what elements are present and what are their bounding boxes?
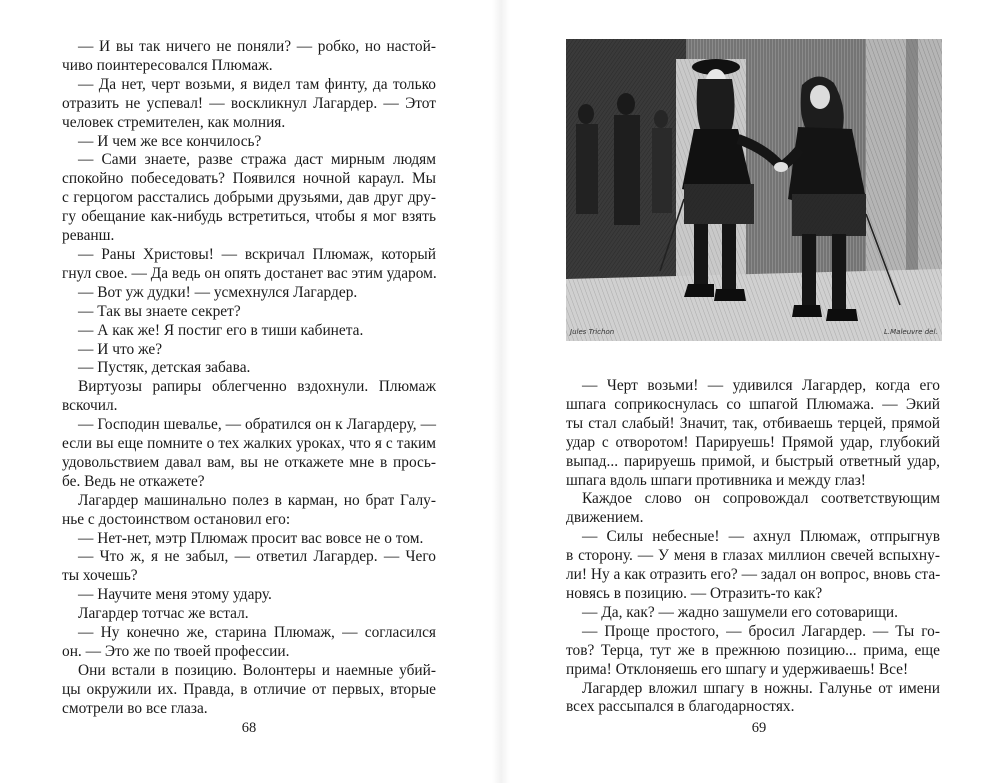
- text-line: всех рассыпался в благодарностях.: [566, 698, 795, 716]
- text-line: — Да, как? — жадно зашумели его сотоварищи.: [582, 603, 899, 621]
- text-line: выпад... парируешь примой, и быстрый ответный удар,: [566, 452, 940, 470]
- text-line: — Раны Христовы! — вскричал Плюмаж, который: [78, 245, 436, 263]
- text-line: Лагардер вложил шпагу в ножны. Галунье от имени: [582, 679, 940, 697]
- engraving-illustration: [566, 39, 942, 341]
- text-line: — И что же?: [78, 340, 163, 358]
- text-line: — А как же! Я постиг его в тиши кабинета.: [78, 321, 364, 339]
- text-line: Лагардер машинально полез в карман, но брат Галу-: [78, 491, 436, 509]
- text-line: — Что ж, я не забыл, — ответил Лагардер. — Чего: [78, 548, 436, 566]
- text-line: ты хочешь?: [62, 567, 138, 585]
- text-line: нье с достоинством остановил его:: [62, 510, 291, 528]
- text-line: гнул свое. — Да ведь он опять достанет вас этим ударом.: [62, 264, 437, 282]
- text-line: Лагардер тотчас же встал.: [78, 605, 249, 623]
- text-line: — И вы так ничего не поняли? — робко, но настой-: [78, 38, 436, 55]
- text-line: в сторону. — У меня в глазах миллион свечей вспыхну-: [566, 547, 940, 565]
- text-line: Виртуозы рапиры облегченно вздохнули. Плюмаж: [78, 378, 436, 396]
- text-line: ты стал слабый! Значит, так, отбиваешь терцей, прямой: [566, 414, 940, 432]
- text-line: вскочил.: [62, 397, 118, 415]
- text-line: — Нет-нет, мэтр Плюмаж просит вас вовсе не о том.: [78, 529, 424, 547]
- text-line: смотрели во все глаза.: [62, 699, 208, 717]
- text-line: удар с отворотом! Парируешь! Прямой удар, глубокий: [566, 433, 940, 451]
- text-line: — Сами знаете, разве стража даст мирным людям: [78, 151, 436, 169]
- text-line: ли! Ну а как отразить его? — задал он вопрос, вновь ста-: [566, 566, 941, 584]
- text-line: реванш.: [62, 227, 115, 245]
- text-line: он. — Это же по твоей профессии.: [62, 643, 290, 660]
- duel-handshake-engraving: [566, 39, 942, 341]
- left-page-text: [62, 38, 436, 719]
- text-line: — Да нет, черт возьми, я видел там финту, да только: [78, 75, 436, 93]
- text-line: — Научите меня этому удару.: [78, 586, 272, 604]
- text-line: новясь в позицию. — Отразить-то как?: [566, 584, 823, 602]
- text-line: спокойно побеседовать? Появился ночной караул. Мы: [62, 170, 436, 188]
- text-line: — Ну конечно же, старина Плюмаж, — согласился: [78, 624, 436, 642]
- page-number-left: 68: [241, 720, 257, 736]
- text-line: — Черт возьми! — удивился Лагардер, когда его: [582, 377, 940, 394]
- text-line: прима! Отклоняешь его шпагу и удерживаешь! Все!: [566, 660, 909, 678]
- book-gutter: [492, 0, 510, 783]
- text-line: если вы еще помните о тех жалких уроках, что я с таким: [62, 435, 436, 453]
- text-line: гу обещание как-нибудь встретиться, чтобы я мог взять: [62, 208, 436, 226]
- page-number-right: 69: [751, 720, 767, 736]
- right-page-text: [566, 377, 940, 717]
- text-line: — Силы небесные! — ахнул Плюмаж, отпрыгнув: [582, 528, 940, 546]
- text-line: — И чем же все кончилось?: [78, 132, 262, 150]
- text-line: бе. Ведь не откажете?: [62, 472, 205, 490]
- text-line: отразить не успевал! — воскликнул Лагардер. — Этот: [62, 94, 436, 112]
- text-line: тов? Терца, тут же в прежнюю позицию... прима, еще: [566, 641, 940, 659]
- text-line: с герцогом расстались добрыми друзьями, дав друг дру-: [62, 189, 436, 207]
- text-line: Каждое слово он сопровождал соответствующим: [582, 490, 940, 508]
- text-line: движением.: [566, 509, 644, 527]
- artist-signature: L.Maleuvre del.: [884, 328, 938, 336]
- text-line: — Вот уж дудки! — усмехнулся Лагардер.: [78, 283, 358, 301]
- text-line: цы окружили их. Правда, в отличие от первых, вторые: [62, 680, 436, 698]
- text-line: удовольствием давал вам, вы не откажете мне в прось-: [62, 453, 436, 471]
- text-line: — Проще простого, — бросил Лагардер. — Ты го-: [582, 622, 940, 640]
- text-line: шпага вдоль шпаги противника и между глаз!: [566, 471, 866, 489]
- engraver-signature: Jules Trichon: [570, 328, 615, 336]
- text-line: Они встали в позицию. Волонтеры и наемные убий-: [78, 661, 436, 679]
- text-line: — Так вы знаете секрет?: [78, 302, 241, 320]
- text-line: человек стремителен, как молния.: [62, 113, 286, 131]
- text-line: шпага соприкоснулась со шпагой Плюмажа. — Экий: [566, 395, 940, 413]
- text-line: чиво поинтересовался Плюмаж.: [62, 56, 273, 74]
- text-line: — Господин шевалье, — обратился он к Лагардеру, —: [78, 416, 436, 434]
- text-line: — Пустяк, детская забава.: [78, 359, 251, 377]
